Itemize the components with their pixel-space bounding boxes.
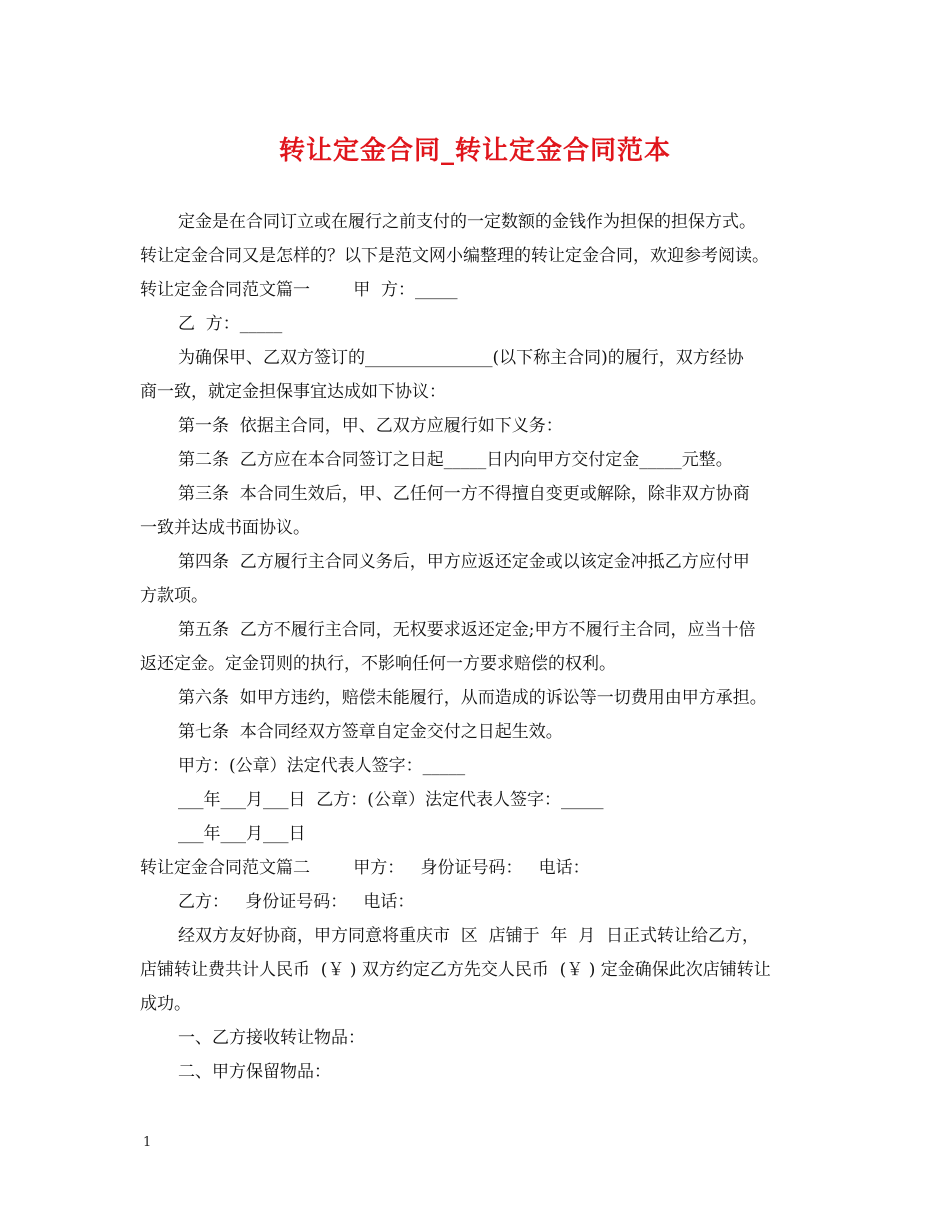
document-line: 为确保甲、乙双方签订的_______________(以下称主合同)的履行，双方经协 — [178, 348, 744, 368]
document-line: 转让定金合同范文篇一 甲 方：_____ — [140, 280, 458, 300]
document-line: 方款项。 — [140, 586, 208, 606]
document-line: 甲方：(公章）法定代表人签字：_____ — [178, 756, 466, 776]
document-line: 商一致，就定金担保事宜达成如下协议： — [140, 382, 446, 402]
document-line: 第三条 本合同生效后，甲、乙任何一方不得擅自变更或解除，除非双方协商 — [178, 484, 750, 504]
document-line: 店铺转让费共计人民币 (￥ ) 双方约定乙方先交人民币 (￥ ) 定金确保此次店铺转让 — [140, 960, 771, 980]
document-line: 转让定金合同又是怎样的？以下是范文网小编整理的转让定金合同，欢迎参考阅读。 — [140, 246, 769, 266]
document-line: 第二条 乙方应在本合同签订之日起_____日内向甲方交付定金_____元整。 — [178, 450, 733, 470]
document-line: 二、甲方保留物品： — [178, 1062, 331, 1082]
document-line: 转让定金合同范文篇二 甲方： 身份证号码： 电话： — [140, 858, 590, 878]
document-line: 经双方友好协商，甲方同意将重庆市 区 店铺于 年 月 日正式转让给乙方， — [178, 926, 760, 946]
document-line: 乙方： 身份证号码： 电话： — [178, 892, 415, 912]
document-line: 第五条 乙方不履行主合同，无权要求返还定金;甲方不履行主合同，应当十倍 — [178, 620, 756, 640]
document-line: 第四条 乙方履行主合同义务后，甲方应返还定金或以该定金冲抵乙方应付甲 — [178, 552, 750, 572]
document-line: 第一条 依据主合同，甲、乙双方应履行如下义务： — [178, 416, 563, 436]
document-line: 返还定金。定金罚则的执行，不影响任何一方要求赔偿的权利。 — [140, 654, 616, 674]
document-line: 一、乙方接收转让物品： — [178, 1028, 365, 1048]
document-title: 转让定金合同_转让定金合同范本 — [278, 136, 671, 166]
document-line: 一致并达成书面协议。 — [140, 518, 310, 538]
document-line: ___年___月___日 乙方：(公章）法定代表人签字：_____ — [178, 790, 604, 810]
document-line: 成功。 — [140, 994, 191, 1014]
page-number: 1 — [143, 1135, 152, 1150]
document-line: 定金是在合同订立或在履行之前支付的一定数额的金钱作为担保的担保方式。 — [178, 212, 756, 232]
document-line: 第六条 如甲方违约，赔偿未能履行，从而造成的诉讼等一切费用由甲方承担。 — [178, 688, 767, 708]
document-body — [140, 205, 830, 1089]
document-line: 乙 方：_____ — [178, 314, 283, 334]
document-line: ___年___月___日 — [178, 824, 306, 844]
document-line: 第七条 本合同经双方签章自定金交付之日起生效。 — [178, 722, 563, 742]
